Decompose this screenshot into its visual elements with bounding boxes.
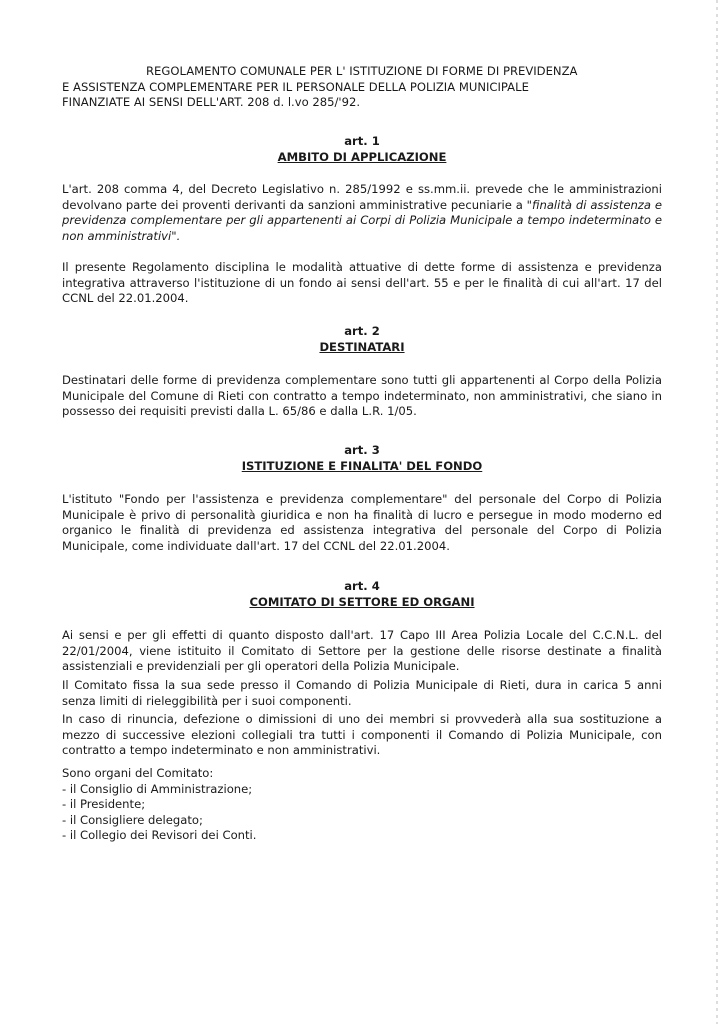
article-2-number: art. 2 bbox=[344, 324, 380, 338]
article-3-paragraph-1: L'istituto "Fondo per l'assistenza e previdenza complementare" del personale del Corpo di Polizia Municipale è privo di personalità giuridica e non ha finalità di lucro e persegue in modo moderno ed organico le finalità di previdenza ed assistenza integrativa del personale del Corpo di Polizia Municipale, come individuate dall'art. 17 del CCNL del 22.01.2004. bbox=[62, 492, 662, 553]
title-line-3: FINANZIATE AI SENSI DELL'ART. 208 d. l.vo 285/'92. bbox=[62, 95, 361, 109]
document-title bbox=[62, 64, 662, 111]
article-1-text: L'art. 208 comma 4, del Decreto Legislativo n. 285/1992 e ss.mm.ii. prevede che le amministrazioni devolvano parte dei proventi derivanti da sanzioni amministrative pecuniarie a bbox=[62, 182, 662, 212]
article-4-number: art. 4 bbox=[344, 579, 380, 593]
article-3-header bbox=[62, 442, 662, 474]
article-4-header bbox=[62, 578, 662, 610]
organs-intro: Sono organi del Comitato: bbox=[62, 766, 214, 780]
article-1-paragraph-2: Il presente Regolamento disciplina le modalità attuative di dette forme di assistenza e previdenza integrativa attraverso l'istituzione di un fondo ai sensi dell'art. 55 e per le finalità di cui all'art. 17 del CCNL del 22.01.2004. bbox=[62, 260, 662, 306]
article-4-paragraph-1: Ai sensi e per gli effetti di quanto disposto dall'art. 17 Capo III Area Polizia Locale del C.C.N.L. del 22/01/2004, viene istituito il Comitato di Settore per la gestione delle risorse destinate a finalità assistenziali e previdenziali per gli operatori della Polizia Municipale. bbox=[62, 628, 662, 674]
scan-edge bbox=[716, 0, 718, 1024]
article-2-header bbox=[62, 323, 662, 355]
organ-item: - il Collegio dei Revisori dei Conti. bbox=[62, 828, 257, 843]
title-line-1: REGOLAMENTO COMUNALE PER L' ISTITUZIONE DI FORME DI PREVIDENZA bbox=[146, 64, 578, 78]
organ-item: - il Consigliere delegato; bbox=[62, 812, 203, 827]
article-2-paragraph-1: Destinatari delle forme di previdenza complementare sono tutti gli appartenenti al Corpo della Polizia Municipale del Comune di Rieti con contratto a tempo indeterminato, non amministrativi, che siano in possesso dei requisiti previsti dalla L. 65/86 e dalla L.R. 1/05. bbox=[62, 373, 662, 419]
article-2-heading: DESTINATARI bbox=[319, 340, 405, 354]
article-4-organs bbox=[62, 766, 662, 844]
title-line-2: E ASSISTENZA COMPLEMENTARE PER IL PERSONALE DELLA POLIZIA MUNICIPALE bbox=[62, 79, 529, 94]
article-4-paragraph-3: In caso di rinuncia, defezione o dimissioni di uno dei membri si provvederà alla sua sostituzione a mezzo di successive elezioni collegiali tra tutti i componenti il Comando di Polizia Municipale, con contratto a tempo indeterminato e non amministrativi. bbox=[62, 712, 662, 758]
organ-item: - il Consiglio di Amministrazione; bbox=[62, 781, 253, 796]
article-4-paragraph-2: Il Comitato fissa la sua sede presso il Comando di Polizia Municipale di Rieti, dura in carica 5 anni senza limiti di rieleggibilità per i suoi componenti. bbox=[62, 678, 662, 708]
article-1-quote: "finalità di assistenza e previdenza complementare per gli appartenenti ai Corpi di Polizia Municipale a tempo indeterminato e non amministrativi". bbox=[62, 197, 662, 243]
organ-item: - il Presidente; bbox=[62, 797, 146, 812]
article-1-number: art. 1 bbox=[344, 134, 380, 148]
article-3-heading: ISTITUZIONE E FINALITA' DEL FONDO bbox=[241, 459, 483, 473]
article-1-paragraph-1 bbox=[62, 182, 662, 244]
article-1-header bbox=[62, 133, 662, 165]
article-4-heading: COMITATO DI SETTORE ED ORGANI bbox=[249, 595, 475, 609]
article-3-number: art. 3 bbox=[344, 443, 380, 457]
article-1-heading: AMBITO DI APPLICAZIONE bbox=[277, 150, 447, 164]
